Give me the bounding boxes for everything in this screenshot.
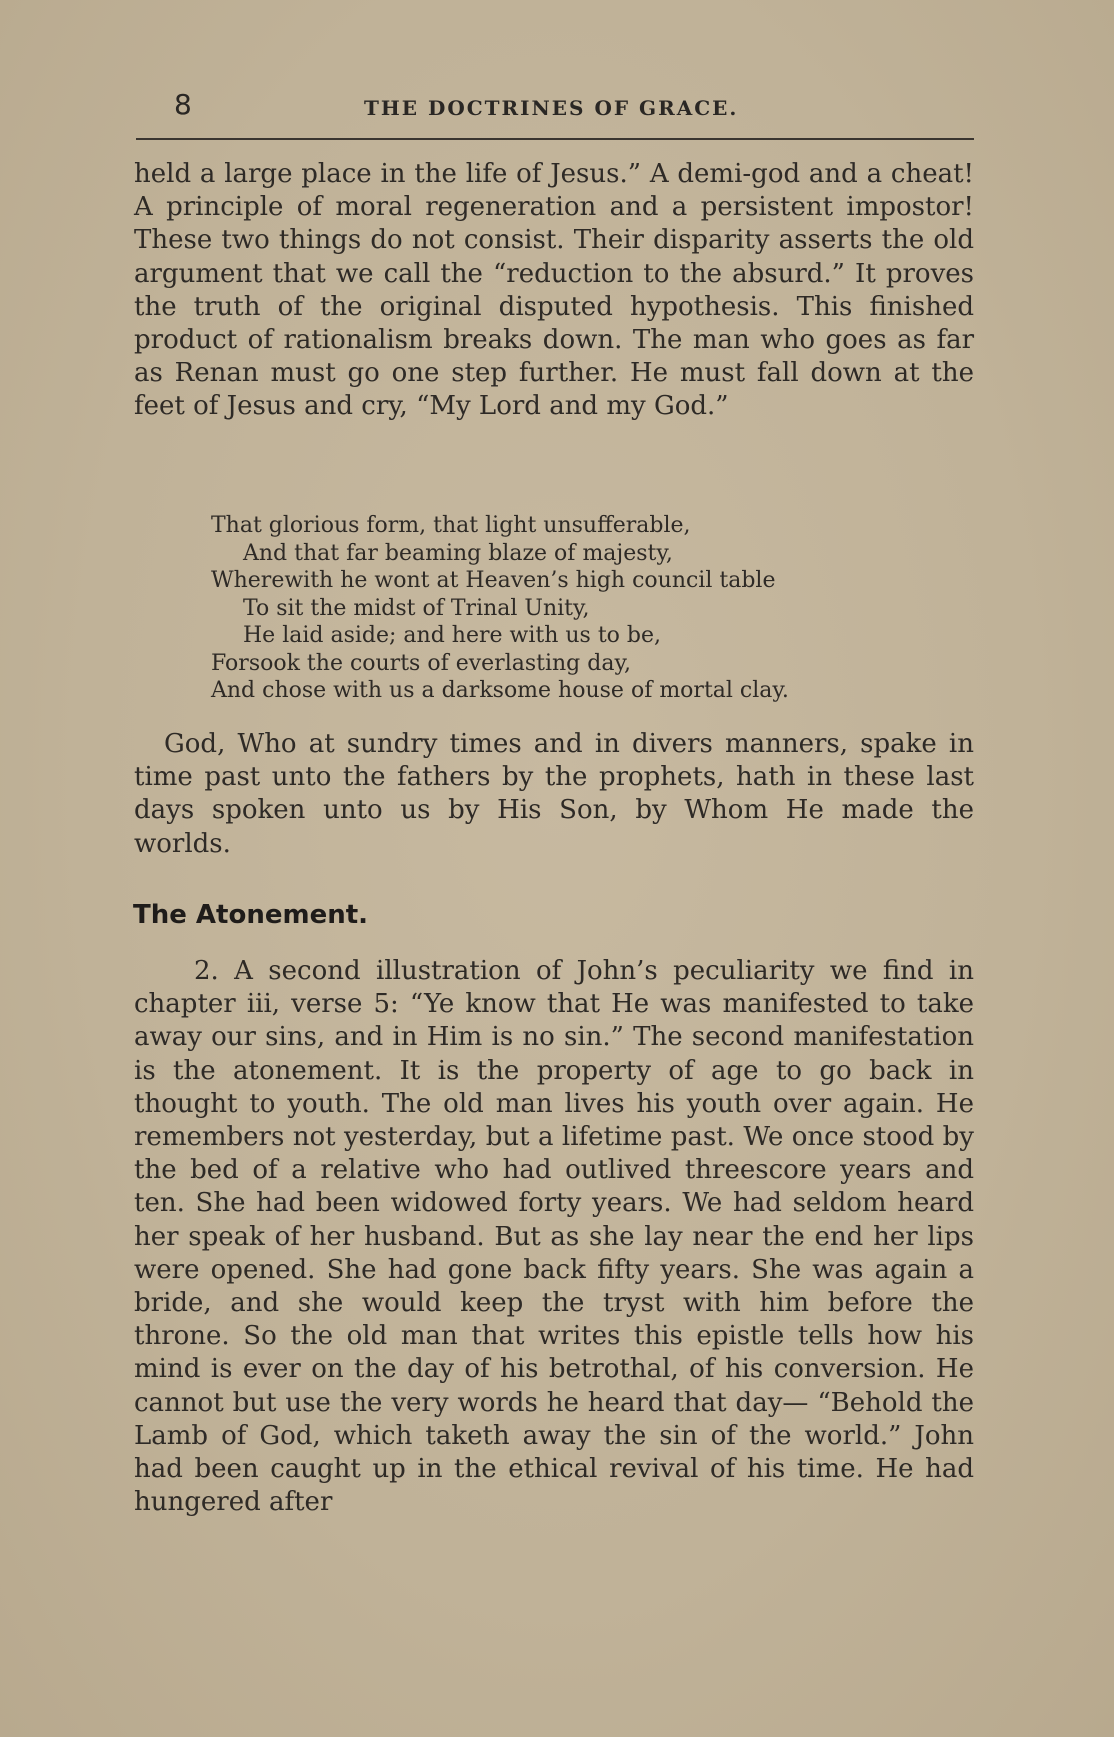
verse-line: He laid aside; and here with us to be, xyxy=(243,623,661,648)
verse-quotation xyxy=(211,512,911,705)
section-heading: The Atonement. xyxy=(133,900,369,930)
page-header xyxy=(134,88,974,122)
verse-line: Wherewith he wont at Heaven’s high council table xyxy=(211,568,776,593)
paragraph-continued xyxy=(134,158,974,424)
section-paragraph xyxy=(134,955,974,1519)
page-number: 8 xyxy=(174,88,192,121)
paragraph-text: God, Who at sundry times and in divers manners, spake in time past unto the fathers by the prophets, hath in these last days spoken unto us by His Son, by Whom He made the worlds. xyxy=(134,729,974,859)
verse-line: That glorious form, that light unsufferable, xyxy=(211,513,691,538)
verse-line: To sit the midst of Trinal Unity, xyxy=(243,595,590,621)
running-head: THE DOCTRINES OF GRACE. xyxy=(364,96,739,120)
verse-line: And that far beaming blaze of majesty, xyxy=(243,540,673,566)
header-rule xyxy=(136,138,974,140)
scripture-paragraph xyxy=(134,728,974,861)
paragraph-text: held a large place in the life of Jesus.” A demi-god and a cheat! A principle of moral regeneration and a persistent impostor! These two things do not consist. Their disparity asserts the old argument that we call the “reduction to the absurd.” It proves the truth of the original disputed hypothesis. This finished product of rationalism breaks down. The man who goes as far as Renan must go one step further. He must fall down at the feet of Jesus and cry, “My Lord and my God.” xyxy=(134,159,974,422)
paragraph-text: 2. A second illustration of John’s peculiarity we find in chapter iii, verse 5: “Ye know that He was manifested to take away our sins, and in Him is no sin.” The second manifestation is the atonement. It is the property of age to go back in thought to youth. The old man lives his youth over again. He remembers not yesterday, but a lifetime past. We once stood by the bed of a relative who had outlived threescore years and ten. She had been widowed forty years. We had seldom heard her speak of her husband. But as she lay near the end her lips were opened. She had gone back fifty years. She was again a bride, and she would keep the tryst with him before the throne. So the old man that writes this epistle tells how his mind is ever on the day of his betrothal, of his conversion. He cannot but use the very words he heard that day— “Behold the Lamb of God, which taketh away the sin of the world.” John had been caught up in the ethical revival of his time. He had hungered after xyxy=(134,956,974,1518)
verse-line: Forsook the courts of everlasting day, xyxy=(211,650,631,676)
verse-line: And chose with us a darksome house of mortal clay. xyxy=(211,678,789,703)
